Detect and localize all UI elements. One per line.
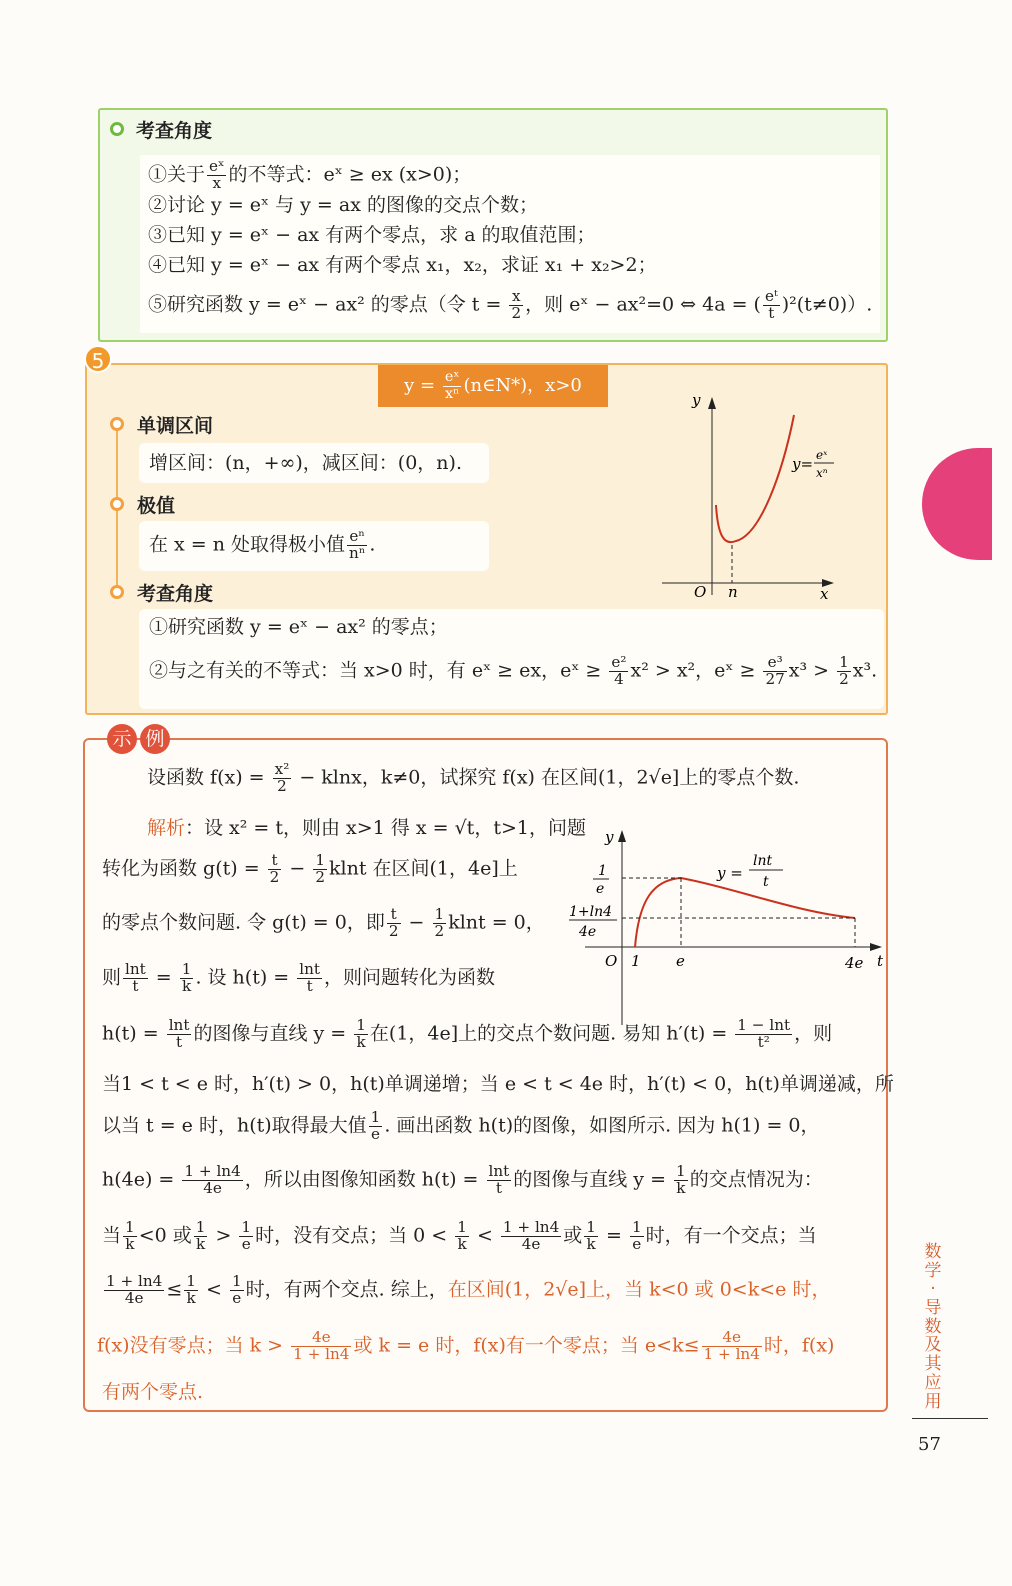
content-panel (139, 521, 489, 571)
list-item (149, 655, 877, 688)
denominator: t (176, 1032, 183, 1051)
numerator: 1 (315, 851, 326, 869)
curve-num: lnt (753, 853, 773, 869)
denominator: k (586, 1234, 596, 1253)
fraction (702, 1330, 762, 1363)
text-run: x² > x²，eˣ ≥ (630, 659, 762, 682)
fraction (837, 655, 851, 688)
numerator: 1 (457, 1218, 467, 1236)
text-run: − klnx，k≠0，试探究 f(x) 在区间(1，2√e]上的零点个数. (293, 766, 800, 789)
denominator: nⁿ (349, 543, 366, 562)
text-run: > (209, 1224, 238, 1247)
list-item (148, 159, 471, 192)
text-run: x³ > (788, 659, 836, 682)
denominator: xⁿ (444, 385, 460, 402)
text-run: ②讨论 y = eˣ 与 y = ax 的图像的交点个数； (148, 194, 538, 216)
monotonic-text (149, 451, 462, 476)
fraction (291, 1330, 351, 1363)
content-panel (139, 443, 489, 483)
fraction (387, 907, 401, 940)
text-run: klnt 在区间(1，4e]上 (329, 857, 518, 880)
exam-angles-box (98, 108, 888, 342)
extremum-text (149, 529, 375, 562)
text-run: . 设 h(t) = (195, 966, 296, 989)
text-run: <0 或 (138, 1224, 192, 1247)
text-run: . (369, 533, 376, 556)
numerator: 4e (702, 1330, 762, 1347)
solution-line (102, 1220, 817, 1253)
denominator: e (241, 1234, 251, 1253)
numerator: 1 (195, 1218, 206, 1236)
numerator: eⁿ (347, 529, 367, 546)
denominator: e (370, 1124, 380, 1143)
text-run: ，所以由图像知函数 h(t) = (244, 1168, 485, 1191)
numerator: t (387, 907, 401, 924)
problem-statement (147, 762, 799, 795)
text-run: 当1 < t < e 时，h′(t) > 0，h(t)单调递增；当 e < t < 4e 时，h′(t) < 0，h(t)单调递减，所 (102, 1073, 894, 1095)
numerator: 1 (186, 1272, 196, 1290)
list-item (148, 253, 657, 278)
text-run: ≤ (166, 1278, 183, 1301)
highlighted-text: 或 k = e 时，f(x)有一个零点；当 e<k≤ (353, 1334, 700, 1357)
text-run: h(4e) = (102, 1168, 181, 1191)
origin-label: O (605, 952, 618, 970)
fraction (509, 289, 523, 322)
y-tick-den: 4e (579, 924, 597, 940)
text-run: ①研究函数 y = eˣ − ax² 的零点； (149, 616, 448, 638)
numerator: 1 (356, 1016, 366, 1034)
fraction (239, 1220, 253, 1253)
content-panel (140, 155, 880, 333)
fraction (104, 1274, 164, 1307)
text-run: 的不等式：eˣ ≥ ex (x>0)； (228, 163, 472, 186)
text-run: (n∈N*)，x>0 (463, 375, 582, 396)
text-run: 时，有一个交点；当 (645, 1224, 817, 1247)
text-run: . 画出函数 h(t)的图像，如图所示. 因为 h(1) = 0， (384, 1114, 820, 1137)
tick-e: e (676, 952, 685, 970)
y-label: y (605, 830, 614, 846)
denominator: k (457, 1234, 467, 1253)
bullet-icon (110, 122, 124, 136)
list-item (148, 289, 872, 322)
fraction (230, 1274, 244, 1307)
section-heading: 考查角度 (137, 583, 214, 605)
fraction (180, 962, 194, 995)
y-tick-den: e (596, 881, 605, 897)
list-item (148, 193, 538, 218)
denominator: e (632, 1234, 642, 1253)
denominator: 2 (511, 303, 522, 322)
fraction (167, 1018, 192, 1051)
text-run: ①关于 (148, 163, 206, 186)
highlighted-text: 有两个零点. (102, 1381, 204, 1403)
fraction (763, 289, 780, 322)
denominator: t (306, 976, 313, 995)
denominator: 1 + ln4 (293, 1344, 350, 1363)
text-run: = (599, 1224, 628, 1247)
text-run: ⑤研究函数 y = eˣ − ax² 的零点（令 t = (148, 293, 508, 316)
exp-over-power-graph (642, 395, 882, 605)
solution-line (147, 816, 586, 841)
example-box (83, 728, 894, 1412)
fraction (369, 1110, 383, 1143)
highlighted-text: 时，f(x) (763, 1334, 835, 1357)
numerator: t (268, 853, 282, 870)
fraction (443, 370, 462, 401)
function-box (85, 363, 888, 715)
bullet-icon (110, 417, 124, 431)
content-panel (139, 609, 884, 709)
solution-line (102, 1380, 203, 1405)
numerator: lnt (299, 960, 321, 978)
list-item (149, 615, 448, 640)
denominator: 2 (839, 669, 849, 688)
text-run: h(t) = (102, 1022, 165, 1045)
fraction (297, 962, 322, 995)
solution-line (102, 1110, 820, 1143)
y-axis-arrow (708, 397, 716, 409)
fraction (182, 1164, 242, 1197)
numerator: 1 (676, 1162, 686, 1180)
tick-4e: 4e (845, 954, 864, 972)
text-run: 转化为函数 g(t) = (102, 857, 266, 880)
n-label: n (728, 583, 738, 601)
numerator: e³ (763, 655, 786, 672)
fraction (487, 1164, 512, 1197)
solution-line (97, 1330, 834, 1363)
numerator: lnt (488, 1162, 510, 1180)
numerator: 1 (241, 1218, 252, 1236)
highlighted-text: f(x)没有零点；当 k > (97, 1334, 290, 1357)
section-heading: 单调区间 (137, 415, 214, 437)
section-heading: 极值 (137, 495, 176, 517)
denominator: 4 (614, 669, 624, 688)
text-run: < (470, 1224, 499, 1247)
section-number: 5 (84, 345, 112, 373)
text-run: 时，没有交点；当 0 < (255, 1224, 454, 1247)
numerator: eˣ (444, 369, 460, 386)
fraction (433, 907, 447, 940)
divider (912, 1418, 988, 1419)
curve (716, 415, 794, 542)
text-run: klnt = 0， (448, 911, 545, 934)
fraction (207, 159, 226, 192)
text-run: )²(t≠0)）. (781, 293, 873, 316)
denominator: 2 (315, 867, 326, 886)
list-item (148, 223, 596, 248)
fraction (584, 1220, 598, 1253)
denominator: k (186, 1288, 196, 1307)
text-run: y = (404, 375, 441, 396)
denominator: 1 + ln4 (703, 1344, 760, 1363)
fraction (123, 1220, 137, 1253)
denominator: 4e (124, 1288, 144, 1307)
fraction (268, 853, 282, 886)
chapter-tab (922, 448, 992, 560)
fraction (123, 962, 148, 995)
numerator: 1 (181, 960, 192, 978)
curve-label: y= (792, 455, 814, 473)
solution-line (102, 853, 518, 886)
denominator: 4e (203, 1178, 222, 1197)
curve-label: y = (717, 864, 743, 882)
numerator: 1 − lnt (737, 1016, 791, 1034)
numerator: x (509, 289, 523, 306)
fraction (273, 762, 292, 795)
fraction (347, 529, 367, 562)
text-run: < (199, 1278, 228, 1301)
numerator: x² (274, 760, 290, 778)
text-run: 则 (102, 966, 122, 989)
y-tick-num: 1 (598, 863, 607, 879)
numerator: 1 (586, 1218, 596, 1236)
text-run: ：设 x² = t，则由 x>1 得 x = √t，t>1，问题 (185, 817, 586, 839)
origin-label: O (694, 583, 707, 601)
subject-label: 数学·导数及其应用 (924, 1242, 942, 1412)
numerator: 1 (631, 1218, 642, 1236)
curve-num: eˣ (816, 448, 828, 462)
denominator: k (676, 1178, 686, 1197)
text-run: ，则 (794, 1022, 833, 1045)
example-badge: 例 (140, 724, 170, 754)
text-run: ③已知 y = eˣ − ax 有两个零点，求 a 的取值范围； (148, 224, 596, 246)
denominator: 4e (521, 1234, 541, 1253)
numerator: lnt (125, 960, 146, 978)
solution-line (102, 907, 545, 940)
numerator: lnt (168, 1016, 190, 1034)
denominator: 2 (388, 921, 399, 940)
denominator: t (132, 976, 139, 995)
numerator: e² (611, 653, 627, 671)
text-run: 在 x = n 处取得极小值 (149, 533, 346, 556)
text-run: 的图像与直线 y = (193, 1022, 353, 1045)
function-formula (378, 365, 608, 407)
y-tick-num: 1+ln4 (569, 904, 613, 920)
text-run: = (149, 966, 178, 989)
denominator: k (125, 1234, 135, 1253)
text-run: − (283, 857, 312, 880)
t-label: t (877, 952, 884, 970)
denominator: t (768, 303, 775, 322)
section-heading: 考查角度 (136, 120, 213, 142)
fraction (609, 655, 628, 688)
curve (635, 878, 855, 947)
text-run: ④已知 y = eˣ − ax 有两个零点 x₁，x₂，求证 x₁ + x₂>2； (148, 254, 657, 276)
denominator: 2 (269, 867, 280, 886)
fraction (501, 1220, 561, 1253)
text-run: 在(1，4e]上的交点个数问题. 易知 h′(t) = (369, 1022, 734, 1045)
numerator: 1 (125, 1218, 135, 1236)
numerator: eˣ (209, 157, 225, 175)
page-number: 57 (918, 1434, 941, 1455)
solution-line (102, 1164, 823, 1197)
denominator: t (495, 1178, 502, 1197)
text-run: ，则问题转化为函数 (324, 966, 496, 989)
fraction (313, 853, 327, 886)
tick-1: 1 (631, 952, 641, 970)
fraction (184, 1274, 198, 1307)
fraction (674, 1164, 688, 1197)
numerator: eᵗ (764, 287, 778, 305)
text-run: 时，有两个交点. 综上， (245, 1278, 448, 1301)
denominator: e (232, 1288, 242, 1307)
text-run: 或 (563, 1224, 583, 1247)
denominator: k (195, 1234, 206, 1253)
curve-den: xⁿ (816, 466, 828, 480)
text-run: 以当 t = e 时，h(t)取得最大值 (102, 1114, 367, 1137)
fraction (630, 1220, 644, 1253)
denominator: 2 (434, 921, 445, 940)
text-run: − (402, 911, 431, 934)
highlighted-text: 在区间(1，2√e]上，当 k<0 或 0<k<e 时， (447, 1278, 831, 1301)
fraction (194, 1220, 208, 1253)
fraction (763, 655, 786, 688)
text-run: 当 (102, 1224, 122, 1247)
fraction (354, 1018, 368, 1051)
solution-line (102, 1274, 830, 1307)
curve-den: t (763, 874, 769, 890)
numerator: 1 (434, 905, 445, 923)
text-run: 增区间：(n，+∞)，减区间：(0，n). (149, 452, 462, 474)
bullet-icon (110, 497, 124, 511)
numerator: 1 + ln4 (106, 1272, 163, 1290)
solution-line (102, 962, 495, 995)
highlighted-text: 解析 (147, 817, 186, 839)
solution-line (102, 1072, 894, 1097)
denominator: x (212, 173, 222, 192)
text-run: ，则 eˣ − ax²=0 ⇔ 4a = ( (525, 293, 761, 316)
text-run: x³. (852, 659, 878, 682)
denominator: 27 (765, 669, 785, 688)
numerator: 1 + ln4 (502, 1218, 560, 1236)
numerator: 1 (839, 653, 849, 671)
text-run: 的交点情况为： (689, 1168, 823, 1191)
text-run: 设函数 f(x) = (147, 766, 271, 789)
denominator: k (182, 976, 192, 995)
numerator: 4e (291, 1330, 351, 1347)
x-label: x (820, 585, 829, 603)
numerator: 1 (231, 1272, 242, 1290)
fraction (455, 1220, 469, 1253)
denominator: t² (757, 1032, 770, 1051)
text-run: 的零点个数问题. 令 g(t) = 0，即 (102, 911, 385, 934)
example-badge: 示 (107, 724, 137, 754)
numerator: 1 + ln4 (184, 1162, 241, 1180)
numerator: 1 (370, 1108, 381, 1126)
bullet-icon (110, 585, 124, 599)
lnt-over-t-graph (565, 830, 885, 1030)
denominator: 2 (277, 776, 287, 795)
denominator: k (356, 1032, 366, 1051)
text-run: 的图像与直线 y = (513, 1168, 673, 1191)
text-run: ②与之有关的不等式：当 x>0 时，有 eˣ ≥ ex，eˣ ≥ (149, 659, 608, 682)
y-label: y (692, 395, 701, 409)
